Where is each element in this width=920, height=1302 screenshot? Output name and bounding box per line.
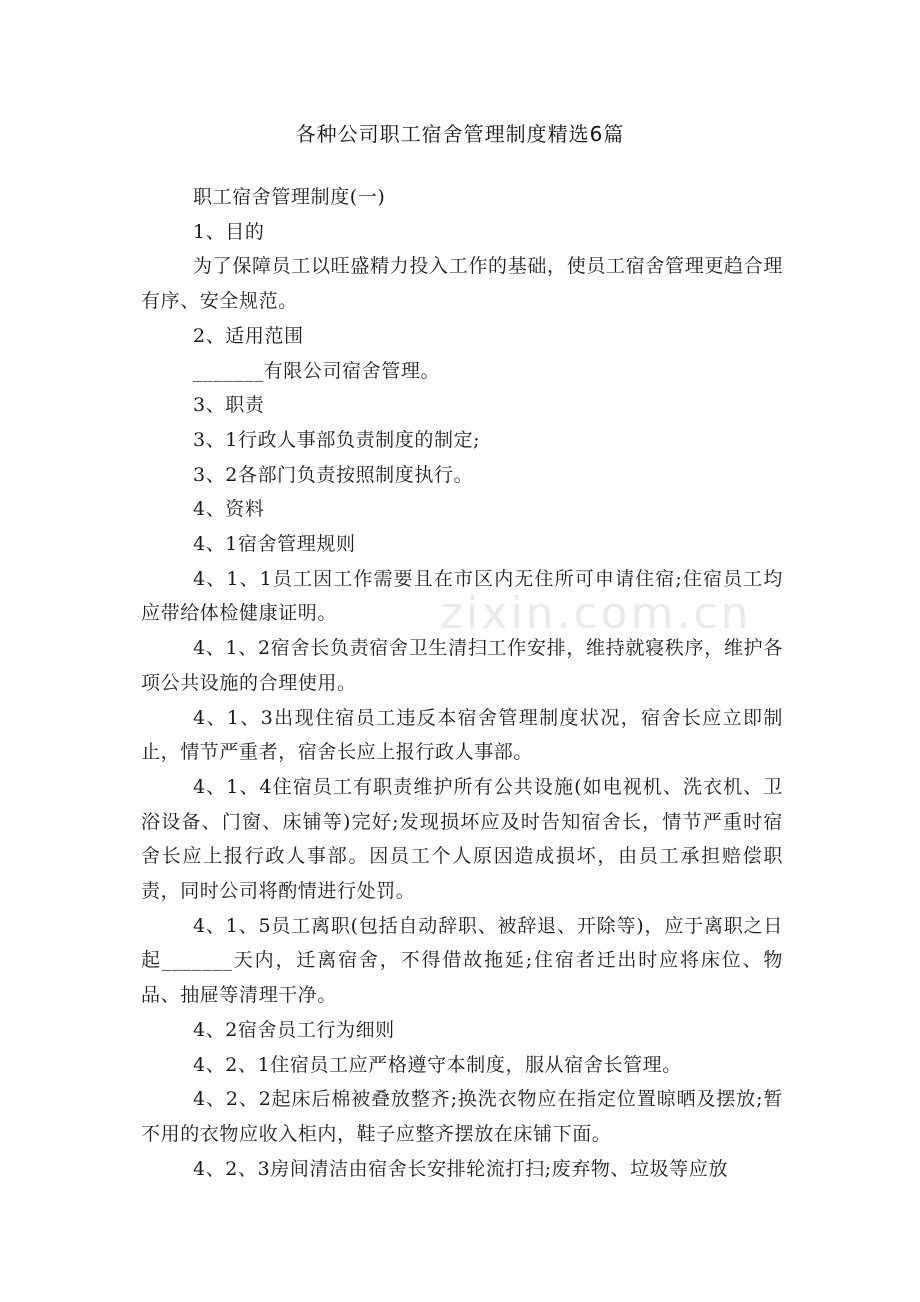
paragraph: 4、1、2宿舍长负责宿舍卫生清扫工作安排，维持就寝秩序，维护各项公共设施的合理使用。 bbox=[141, 637, 783, 694]
paragraph: 4、1、5员工离职(包括自动辞职、被辞退、开除等)，应于离职之日起_______天内，迁离宿舍，不得借故拖延;住宿者迁出时应将床位、物品、抽屉等清理干净。 bbox=[141, 914, 783, 1007]
paragraph: _______有限公司宿舍管理。 bbox=[193, 359, 441, 382]
document-body bbox=[141, 180, 783, 1186]
paragraph: 4、2、3房间清洁由宿舍长安排轮流打扫;废弃物、垃圾等应放 bbox=[193, 1157, 729, 1180]
paragraph: 4、1、4住宿员工有职责维护所有公共设施(如电视机、洗衣机、卫浴设备、门窗、床铺等)完好;发现损坏应及时告知宿舍长，情节严重时宿舍长应上报行政人事部。因员工个人原因造成损坏，由员工承担赔偿职责，同时公司将酌情进行处罚。 bbox=[141, 775, 783, 903]
paragraph: 4、1、1员工因工作需要且在市区内无住所可申请住宿;住宿员工均应带给体检健康证明。 bbox=[141, 567, 783, 625]
section-heading: 1、目的 bbox=[193, 220, 265, 243]
watermark: zixin.com.cn bbox=[440, 588, 752, 639]
subsection-heading: 4、2宿舍员工行为细则 bbox=[193, 1018, 395, 1041]
section-heading: 4、资料 bbox=[193, 498, 265, 521]
document-title: 各种公司职工宿舍管理制度精选6篇 bbox=[295, 122, 625, 146]
paragraph: 为了保障员工以旺盛精力投入工作的基础，使员工宿舍管理更趋合理有序、安全规范。 bbox=[141, 255, 783, 313]
section-heading: 3、职责 bbox=[193, 394, 265, 417]
paragraph: 3、1行政人事部负责制度的制定; bbox=[193, 428, 481, 451]
paragraph: 4、1、3出现住宿员工违反本宿舍管理制度状况，宿舍长应立即制止，情节严重者，宿舍长应上报行政人事部。 bbox=[141, 706, 783, 764]
paragraph: 4、2、1住宿员工应严格遵守本制度，服从宿舍长管理。 bbox=[193, 1053, 682, 1076]
paragraph: 4、2、2起床后棉被叠放整齐;换洗衣物应在指定位置晾晒及摆放;暂不用的衣物应收入柜内，鞋子应整齐摆放在床铺下面。 bbox=[141, 1088, 783, 1145]
section-heading: 2、适用范围 bbox=[193, 324, 304, 347]
paragraph: 3、2各部门负责按照制度执行。 bbox=[193, 463, 474, 486]
subsection-heading: 4、1宿舍管理规则 bbox=[193, 533, 356, 556]
section-heading: 职工宿舍管理制度(一) bbox=[193, 186, 386, 208]
